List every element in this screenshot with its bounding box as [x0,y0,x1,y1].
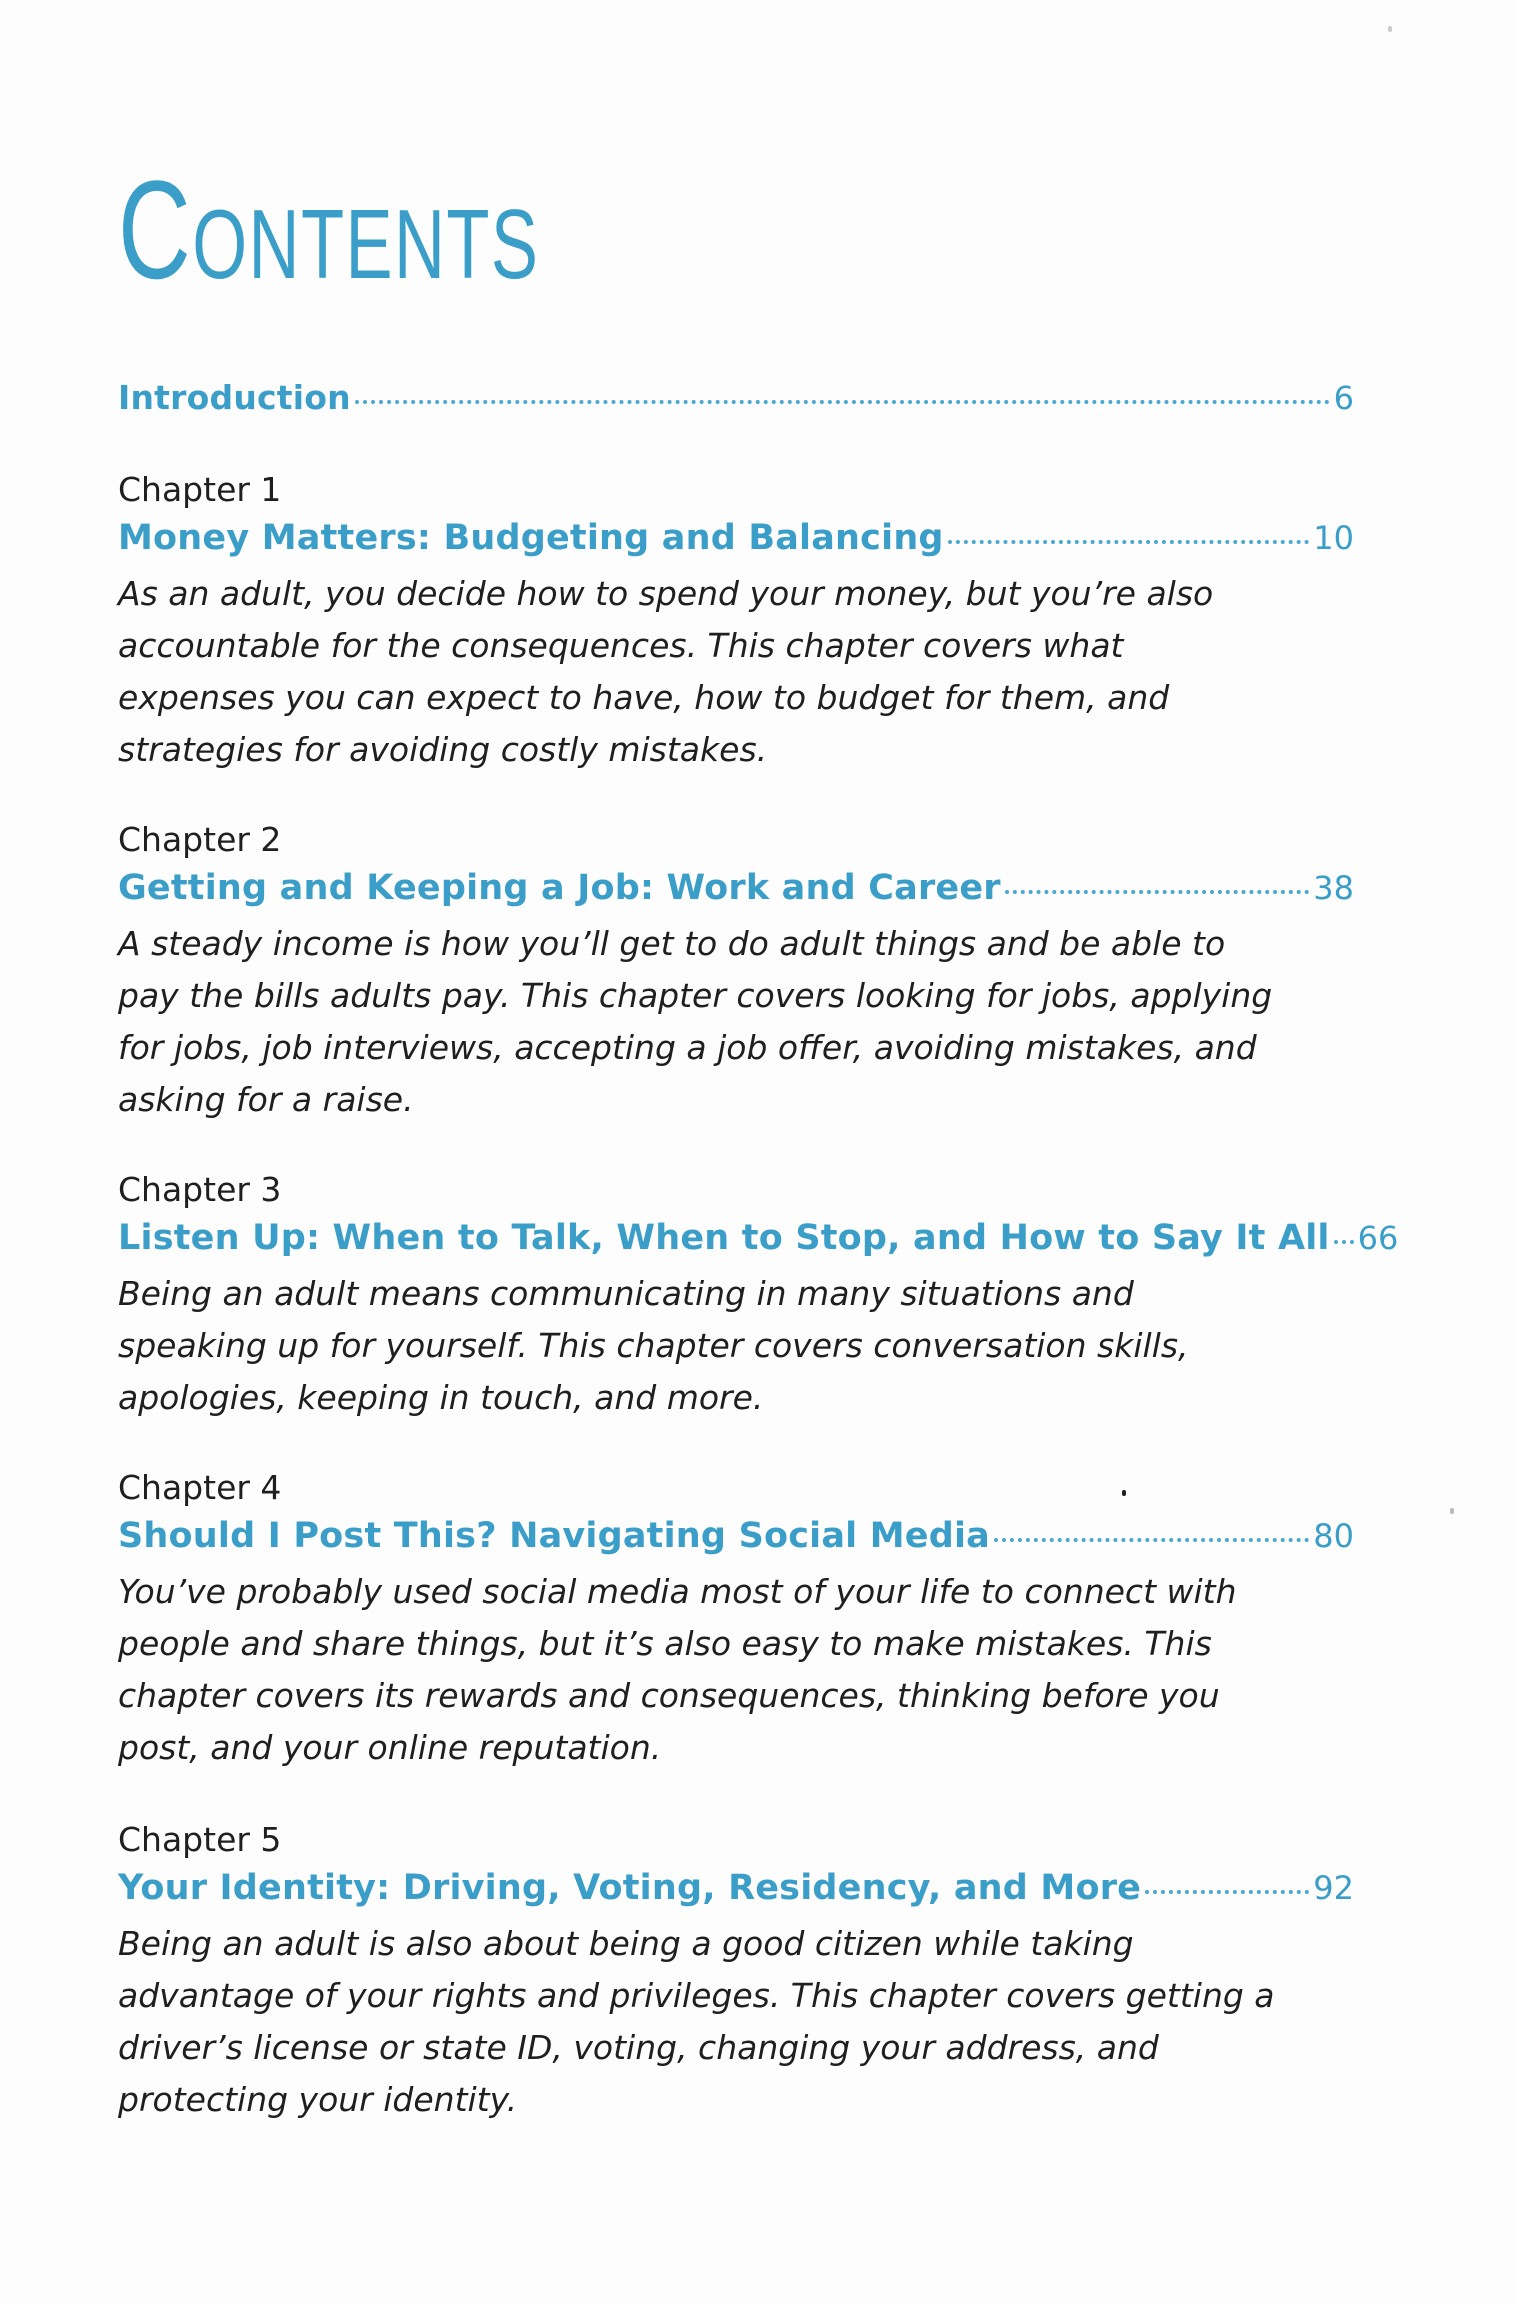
toc-entry-chapter-5[interactable] [118,1868,1354,1908]
dot-leader [355,400,1330,404]
chapter-label: Chapter 4 [118,1468,282,1507]
page-title: Contents [118,151,540,308]
toc-entry-title[interactable]: Introduction [118,378,351,417]
toc-entry-title[interactable]: Getting and Keeping a Job: Work and Career [118,868,1001,908]
toc-entry-chapter-4[interactable] [118,1516,1354,1556]
toc-entry-title[interactable]: Should I Post This? Navigating Social Media [118,1516,990,1556]
chapter-description: Being an adult means communicating in many situations and speaking up for yourself. This chapter covers conversation skills, apologies, keeping in touch, and more. [118,1274,1189,1417]
dot-leader [1145,1890,1309,1894]
scan-speck [1388,26,1392,32]
chapter-label: Chapter 3 [118,1170,282,1209]
toc-entry-introduction[interactable] [118,378,1354,417]
toc-entry-chapter-1[interactable] [118,518,1354,558]
chapter-label: Chapter 1 [118,470,282,509]
dot-leader [948,540,1310,544]
dot-leader [1005,890,1310,894]
dot-leader [994,1538,1309,1542]
dot-leader [1334,1240,1354,1244]
toc-page-number: 10 [1313,519,1354,557]
toc-entry-title[interactable]: Money Matters: Budgeting and Balancing [118,518,944,558]
chapter-description: A steady income is how you’ll get to do adult things and be able to pay the bills adults pay. This chapter covers looking for jobs, applying for jobs, job interviews, accepting a job offer, avoiding mistakes, and asking for a raise. [118,924,1273,1119]
toc-page-number: 38 [1313,869,1354,907]
toc-entry-chapter-3[interactable] [118,1218,1399,1258]
chapter-label: Chapter 2 [118,820,282,859]
scan-speck [1122,1490,1126,1496]
toc-page-number: 6 [1333,379,1354,417]
scan-speck [1450,1508,1454,1514]
chapter-label: Chapter 5 [118,1820,282,1859]
toc-page-number: 66 [1357,1219,1399,1257]
toc-page-number: 80 [1313,1517,1354,1555]
chapter-description: Being an adult is also about being a good citizen while taking advantage of your rights and privileges. This chapter covers getting a driver’s license or state ID, voting, changing your address, and protecting your identity. [118,1924,1275,2119]
chapter-description: You’ve probably used social media most of your life to connect with people and share things, but it’s also easy to make mistakes. This chapter covers its rewards and consequences, thinking before you post, and your online reputation. [118,1572,1237,1767]
toc-entry-title[interactable]: Listen Up: When to Talk, When to Stop, and How to Say It All [118,1218,1330,1258]
chapter-description: As an adult, you decide how to spend your money, but you’re also accountable for the consequences. This chapter covers what expenses you can expect to have, how to budget for them, and strategies for avoiding costly mistakes. [118,574,1214,769]
toc-entry-title[interactable]: Your Identity: Driving, Voting, Residency, and More [118,1868,1142,1908]
toc-page-number: 92 [1313,1869,1354,1907]
toc-entry-chapter-2[interactable] [118,868,1354,908]
